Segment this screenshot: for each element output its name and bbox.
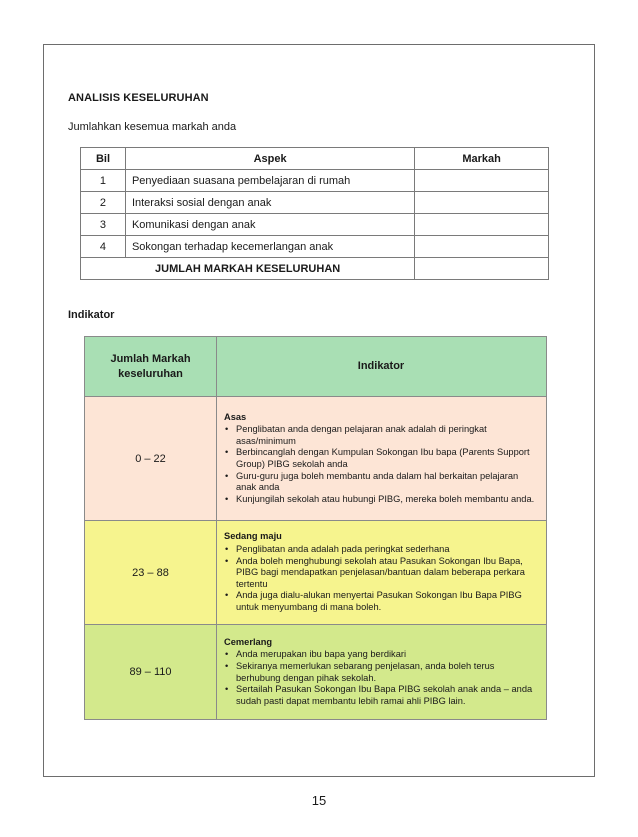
bullet-icon: • bbox=[225, 555, 229, 566]
indicator-heading: Indikator bbox=[68, 309, 115, 321]
row-markah[interactable] bbox=[415, 236, 549, 258]
summary-header-row bbox=[81, 148, 549, 170]
row-bil: 4 bbox=[81, 236, 126, 258]
row-markah[interactable] bbox=[415, 192, 549, 214]
header-markah: Markah bbox=[415, 148, 549, 170]
section-subtitle: Jumlahkan kesemua markah anda bbox=[68, 121, 237, 133]
indicator-description bbox=[217, 625, 547, 720]
row-bil: 1 bbox=[81, 170, 126, 192]
bullet-text: Guru-guru juga boleh membantu anda dalam hal berkaitan pelajaran anak anda bbox=[236, 470, 519, 493]
page-number: 15 bbox=[311, 793, 327, 808]
table-row bbox=[81, 170, 549, 192]
list-item bbox=[224, 661, 538, 684]
summary-table bbox=[80, 147, 549, 280]
bullet-text: Penglibatan anda dengan pelajaran anak adalah di peringkat asas/minimum bbox=[236, 424, 487, 446]
row-aspek: Penyediaan suasana pembelajaran di rumah bbox=[125, 170, 414, 192]
list-item bbox=[224, 590, 538, 613]
header-indikator: Indikator bbox=[217, 337, 547, 397]
bullet-text: Anda merupakan ibu bapa yang berdikari bbox=[236, 649, 407, 660]
bullet-list bbox=[224, 544, 538, 614]
bullet-list bbox=[224, 649, 538, 707]
list-item bbox=[224, 649, 538, 661]
header-jumlah-markah: Jumlah Markah keseluruhan bbox=[85, 337, 217, 397]
list-item bbox=[224, 494, 538, 506]
indicator-description bbox=[217, 397, 547, 521]
bullet-text: Penglibatan anda adalah pada peringkat sederhana bbox=[236, 544, 450, 555]
level-label: Cemerlang bbox=[224, 636, 273, 647]
list-item bbox=[224, 471, 538, 494]
total-markah-cell[interactable] bbox=[415, 258, 549, 280]
bullet-text: Berbincanglah dengan Kumpulan Sokongan Ibu bapa (Parents Support Group) PIBG sekolah anda bbox=[236, 447, 530, 469]
table-row bbox=[81, 236, 549, 258]
indicator-row-asas bbox=[85, 397, 547, 521]
bullet-icon: • bbox=[225, 424, 229, 435]
list-item bbox=[224, 556, 538, 591]
list-item bbox=[224, 544, 538, 556]
level-label: Sedang maju bbox=[224, 531, 282, 542]
level-label: Asas bbox=[224, 411, 247, 422]
indicator-row-sedang-maju bbox=[85, 521, 547, 625]
bullet-list bbox=[224, 424, 538, 505]
total-row bbox=[81, 258, 549, 280]
row-aspek: Sokongan terhadap kecemerlangan anak bbox=[125, 236, 414, 258]
row-bil: 2 bbox=[81, 192, 126, 214]
bullet-icon: • bbox=[225, 590, 229, 601]
range-value: 23 – 88 bbox=[85, 521, 217, 625]
total-label: JUMLAH MARKAH KESELURUHAN bbox=[81, 258, 415, 280]
range-value: 0 – 22 bbox=[85, 397, 217, 521]
bullet-text: Kunjungilah sekolah atau hubungi PIBG, mereka boleh membantu anda. bbox=[236, 493, 535, 504]
table-row bbox=[81, 214, 549, 236]
bullet-text: Anda boleh menghubungi sekolah atau Pasukan Sokongan Ibu Bapa, PIBG bagi mendapatkan penjelasan/bantuan dalam beberapa perkara tertentu bbox=[236, 555, 525, 589]
list-item bbox=[224, 424, 538, 447]
row-aspek: Interaksi sosial dengan anak bbox=[125, 192, 414, 214]
bullet-icon: • bbox=[225, 447, 229, 458]
indicator-row-cemerlang bbox=[85, 625, 547, 720]
range-value: 89 – 110 bbox=[85, 625, 217, 720]
section-title: ANALISIS KESELURUHAN bbox=[68, 92, 209, 104]
bullet-icon: • bbox=[225, 493, 229, 504]
row-bil: 3 bbox=[81, 214, 126, 236]
bullet-icon: • bbox=[225, 470, 229, 481]
bullet-icon: • bbox=[225, 660, 229, 671]
list-item bbox=[224, 684, 538, 707]
bullet-text: Anda juga dialu-alukan menyertai Pasukan Sokongan Ibu Bapa PIBG untuk menyumbang di mana boleh. bbox=[236, 590, 522, 612]
table-row bbox=[81, 192, 549, 214]
bullet-icon: • bbox=[225, 684, 229, 695]
header-bil: Bil bbox=[81, 148, 126, 170]
indicator-description bbox=[217, 521, 547, 625]
row-markah[interactable] bbox=[415, 214, 549, 236]
list-item bbox=[224, 447, 538, 470]
indicator-table bbox=[84, 336, 547, 720]
row-markah[interactable] bbox=[415, 170, 549, 192]
bullet-text: Sertailah Pasukan Sokongan Ibu Bapa PIBG sekolah anak anda – anda sudah pasti dapat membantu lebih ramai ahli PIBG lain. bbox=[236, 684, 533, 706]
bullet-icon: • bbox=[225, 544, 229, 555]
bullet-text: Sekiranya memerlukan sebarang penjelasan, anda boleh terus berhubung dengan pihak sekolah. bbox=[236, 660, 495, 683]
bullet-icon: • bbox=[225, 649, 229, 660]
row-aspek: Komunikasi dengan anak bbox=[125, 214, 414, 236]
header-aspek: Aspek bbox=[125, 148, 414, 170]
indicator-header-row bbox=[85, 337, 547, 397]
